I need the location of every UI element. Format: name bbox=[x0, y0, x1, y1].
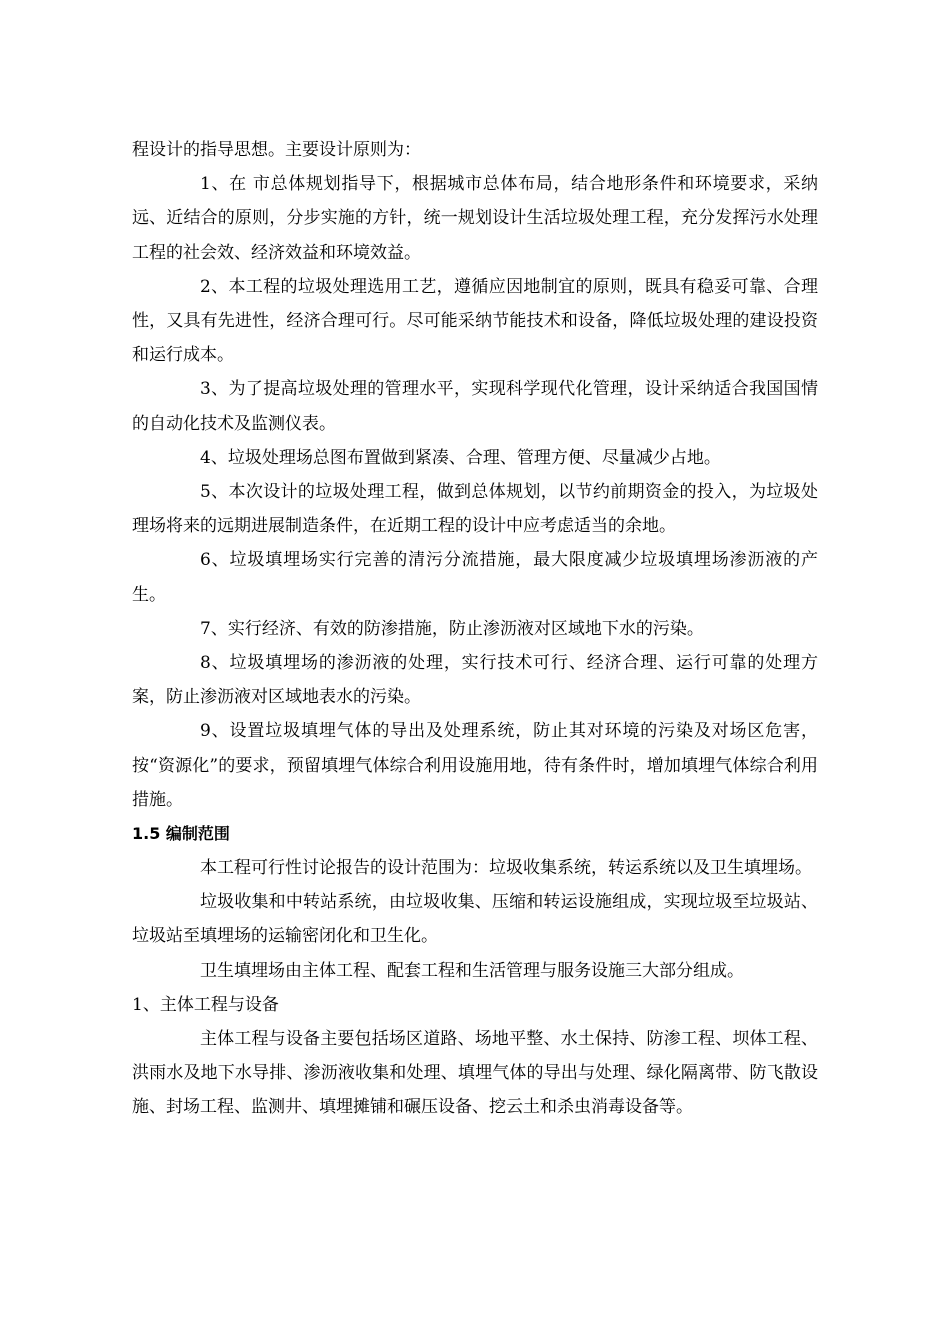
main-works-paragraph: 主体工程与设备主要包括场区道路、场地平整、水土保持、防渗工程、坝体工程、洪雨水及地下水导排、渗沥液收集和处理、填埋气体的导出与处理、绿化隔离带、防飞散设施、封场工程、监测井、填埋摊铺和碾压设备、挖云土和杀虫消毒设备等。 bbox=[132, 1029, 818, 1118]
document-body bbox=[132, 133, 818, 1125]
scope-paragraph-1: 本工程可行性讨论报告的设计范围为：垃圾收集系统，转运系统以及卫生填埋场。 bbox=[200, 858, 812, 879]
principle-7: 7、实行经济、有效的防渗措施，防止渗沥液对区域地下水的污染。 bbox=[200, 618, 704, 639]
principle-6: 6、垃圾填埋场实行完善的清污分流措施，最大限度减少垃圾填埋场渗沥液的产生。 bbox=[132, 550, 818, 605]
principle-1: 1、在 市总体规划指导下，根据城市总体布局，结合地形条件和环境要求，采纳远、近结合的原则，分步实施的方针，统一规划设计生活垃圾处理工程，充分发挥污水处理工程的社会效、经济效益和环境效益。 bbox=[132, 174, 818, 263]
principle-8: 8、垃圾填埋场的渗沥液的处理，实行技术可行、经济合理、运行可靠的处理方案，防止渗沥液对区域地表水的污染。 bbox=[132, 653, 818, 708]
principle-2: 2、本工程的垃圾处理选用工艺，遵循应因地制宜的原则，既具有稳妥可靠、合理性，又具有先进性，经济合理可行。尽可能采纳节能技术和设备，降低垃圾处理的建设投资和运行成本。 bbox=[132, 276, 818, 366]
subheading: 1、主体工程与设备 bbox=[132, 994, 279, 1015]
principle-9: 9、设置垃圾填埋气体的导出及处理系统，防止其对环境的污染及对场区危害，按“资源化”的要求，预留填埋气体综合利用设施用地，待有条件时，增加填埋气体综合利用措施。 bbox=[132, 721, 818, 810]
section-heading: 1.5 编制范围 bbox=[132, 824, 230, 844]
scope-paragraph-3: 卫生填埋场由主体工程、配套工程和生活管理与服务设施三大部分组成。 bbox=[200, 960, 744, 981]
principle-4: 4、垃圾处理场总图布置做到紧凑、合理、管理方便、尽量减少占地。 bbox=[200, 447, 721, 468]
paragraph-intro-continuation: 程设计的指导思想。主要设计原则为： bbox=[132, 140, 421, 160]
principle-3: 3、为了提高垃圾处理的管理水平，实现科学现代化管理，设计采纳适合我国国情的自动化技术及监测仪表。 bbox=[132, 379, 818, 434]
scope-paragraph-2: 垃圾收集和中转站系统，由垃圾收集、压缩和转运设施组成，实现垃圾至垃圾站、垃圾站至填埋场的运输密闭化和卫生化。 bbox=[132, 892, 818, 947]
principle-5: 5、本次设计的垃圾处理工程，做到总体规划，以节约前期资金的投入，为垃圾处理场将来的远期进展制造条件，在近期工程的设计中应考虑适当的余地。 bbox=[132, 482, 818, 537]
